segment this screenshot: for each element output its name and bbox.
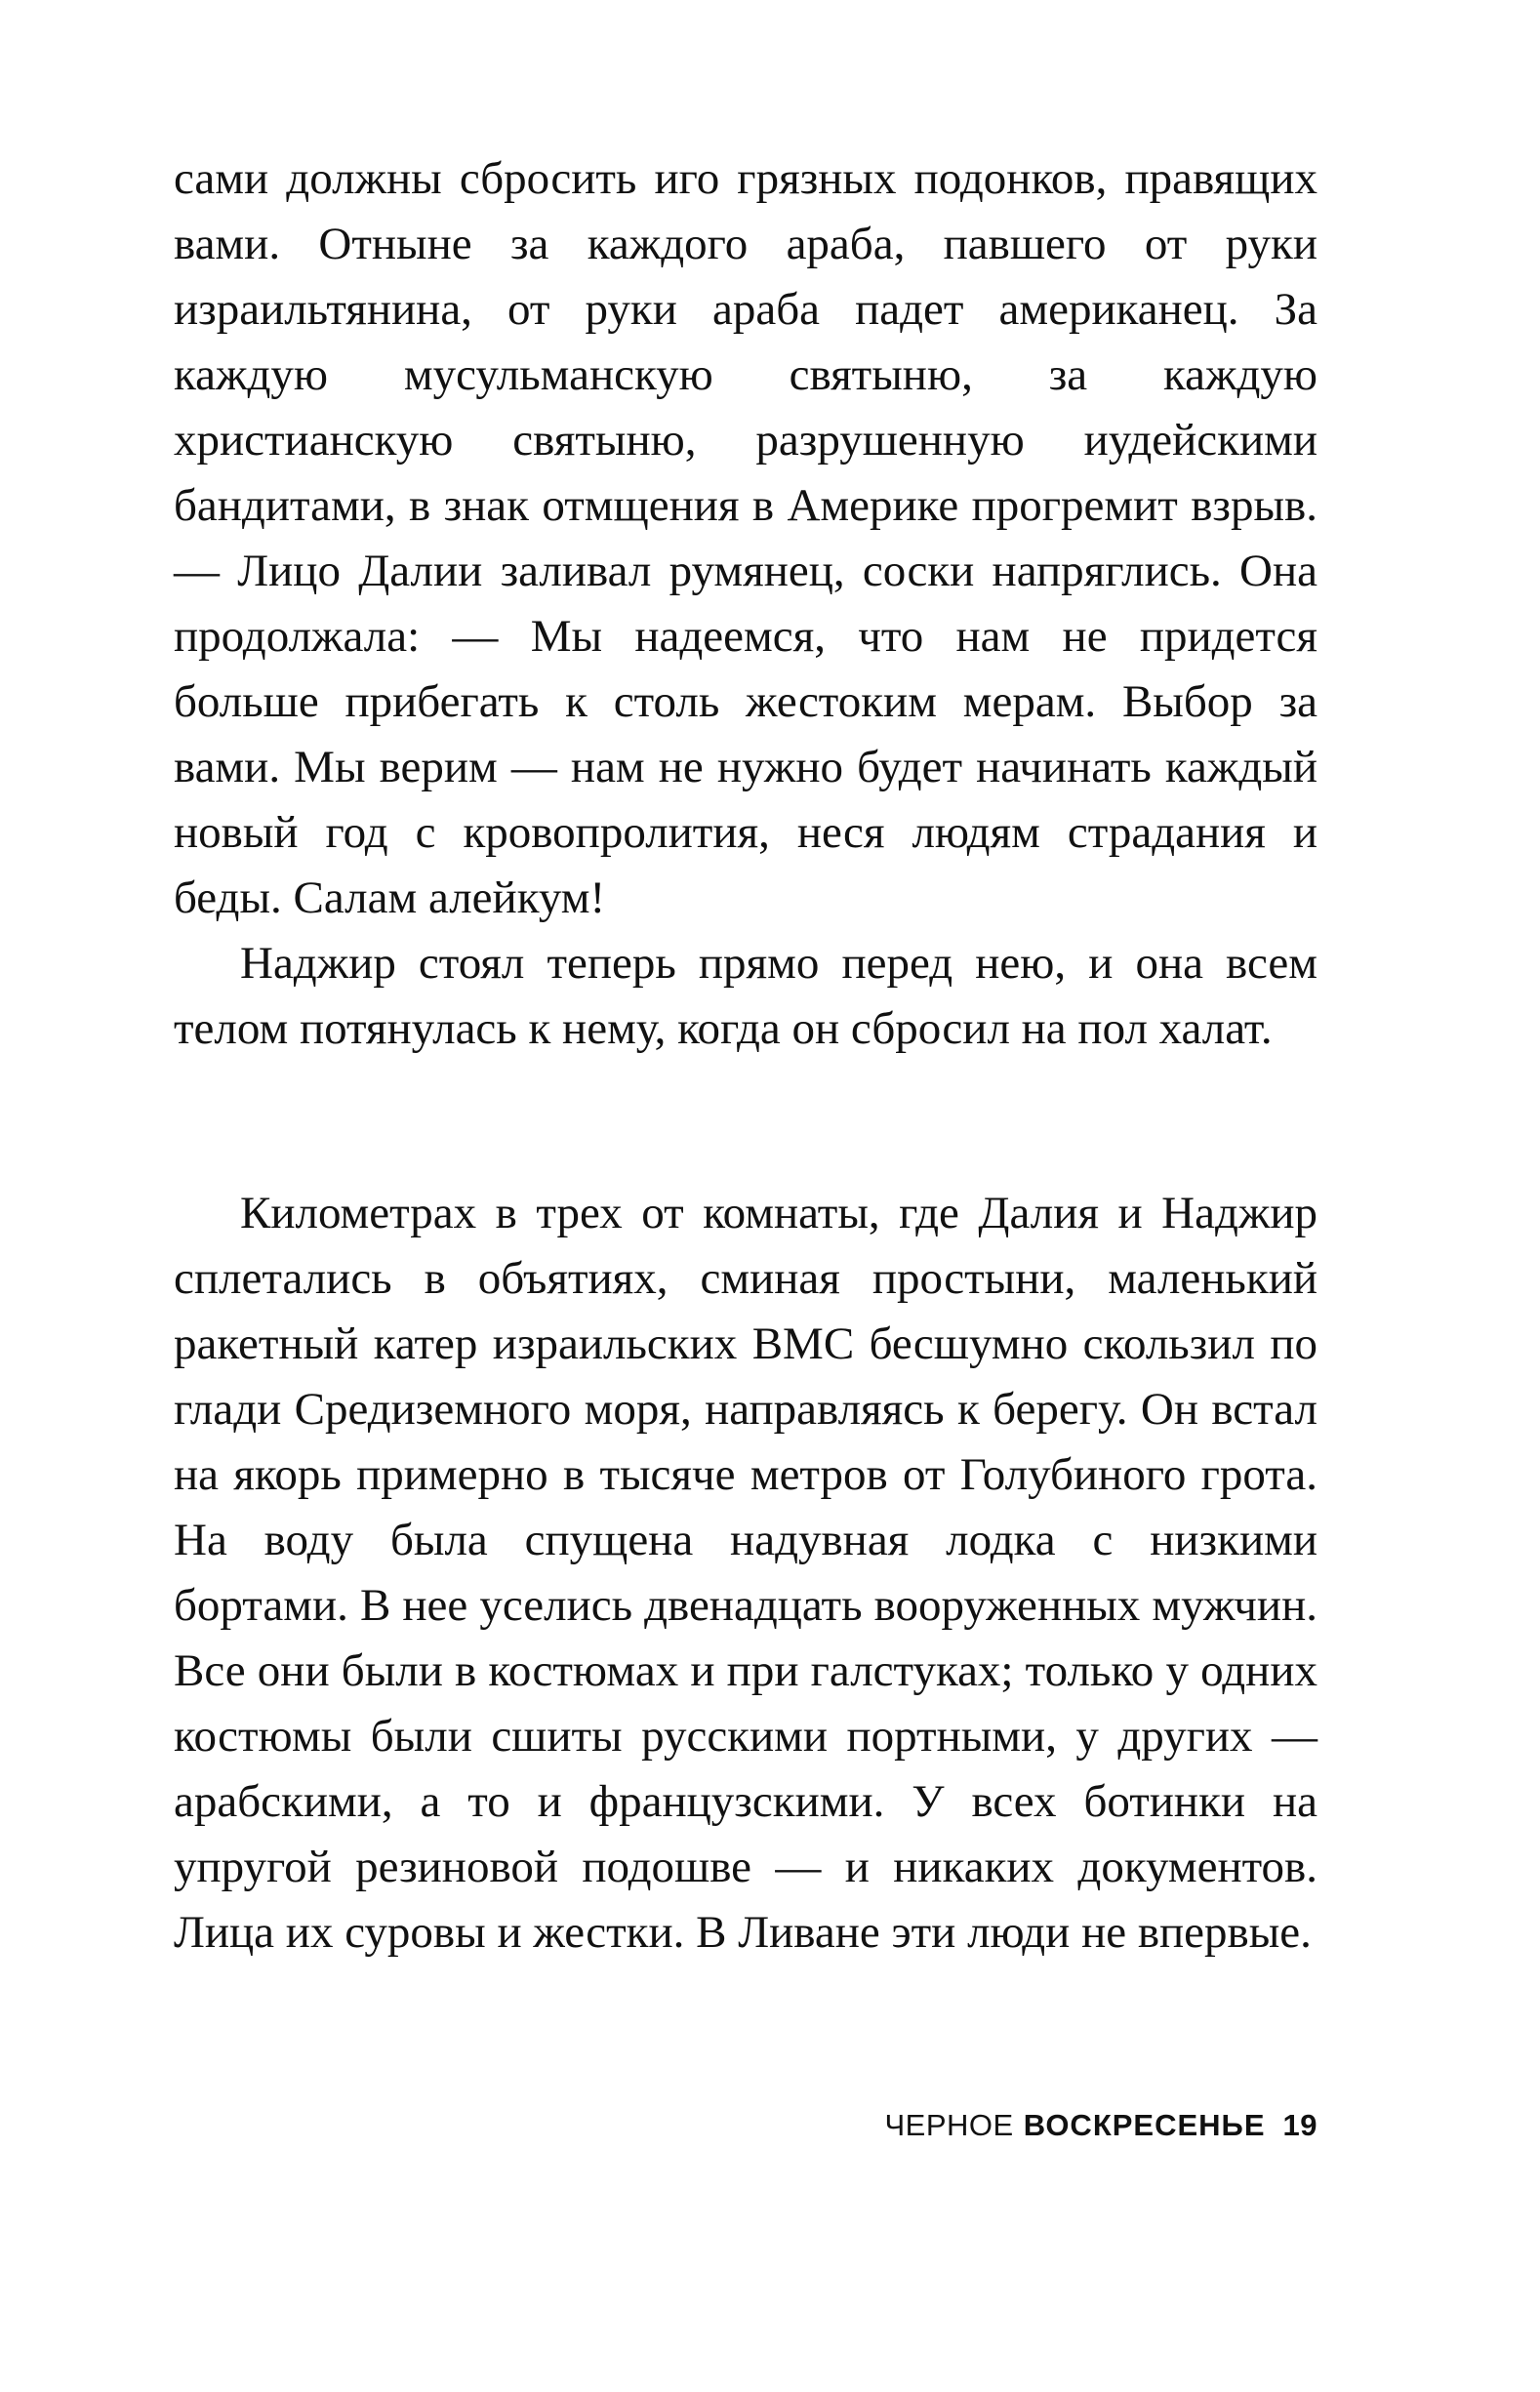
running-footer [885, 2108, 1318, 2143]
text-block-bottom [174, 1181, 1317, 1966]
paragraph-boat: Километрах в трех от комнаты, где Далия и Наджир сплетались в объятиях, сминая простыни, маленький ракетный катер израильских ВМС бесшумно скользил по глади Средиземного моря, направляясь к берегу. Он встал на якорь примерно в тысяче метров от Голубиного грота. На воду была спущена надувная лодка с низкими бортами. В нее уселись двенадцать вооруженных мужчин. Все они были в костюмах и при галстуках; только у одних костюмы были сшиты русскими портными, у других — арабскими, а то и французскими. У всех ботинки на упругой резиновой подошве — и никаких документов. Лица их суровы и жестки. В Ливане эти люди не впервые. [174, 1188, 1317, 1958]
footer-title: ВОСКРЕСЕНЬЕ [1023, 2108, 1266, 2142]
text-block-top [174, 146, 1317, 1062]
paragraph-continuation: сами должны сбросить иго грязных подонков, правящих вами. Отныне за каждого араба, павшего от руки израильтянина, от руки араба падет американец. За каждую мусульманскую святыню, за каждую христианскую святыню, разрушенную иудейскими бандитами, в знак отмщения в Америке прогремит взрыв. — Лицо Далии заливал румянец, соски напряглись. Она продолжала: — Мы надеемся, что нам не придется больше прибегать к столь жестоким мерам. Выбор за вами. Мы верим — нам не нужно будет начинать каждый новый год с кровопролития, неся людям страдания и беды. Салам алейкум! [174, 153, 1317, 923]
footer-series: ЧЕРНОЕ [884, 2108, 1014, 2142]
paragraph-nadjir: Наджир стоял теперь прямо перед нею, и она всем телом потянулась к нему, когда он сбросил на пол халат. [174, 938, 1317, 1054]
page-number: 19 [1282, 2108, 1317, 2142]
